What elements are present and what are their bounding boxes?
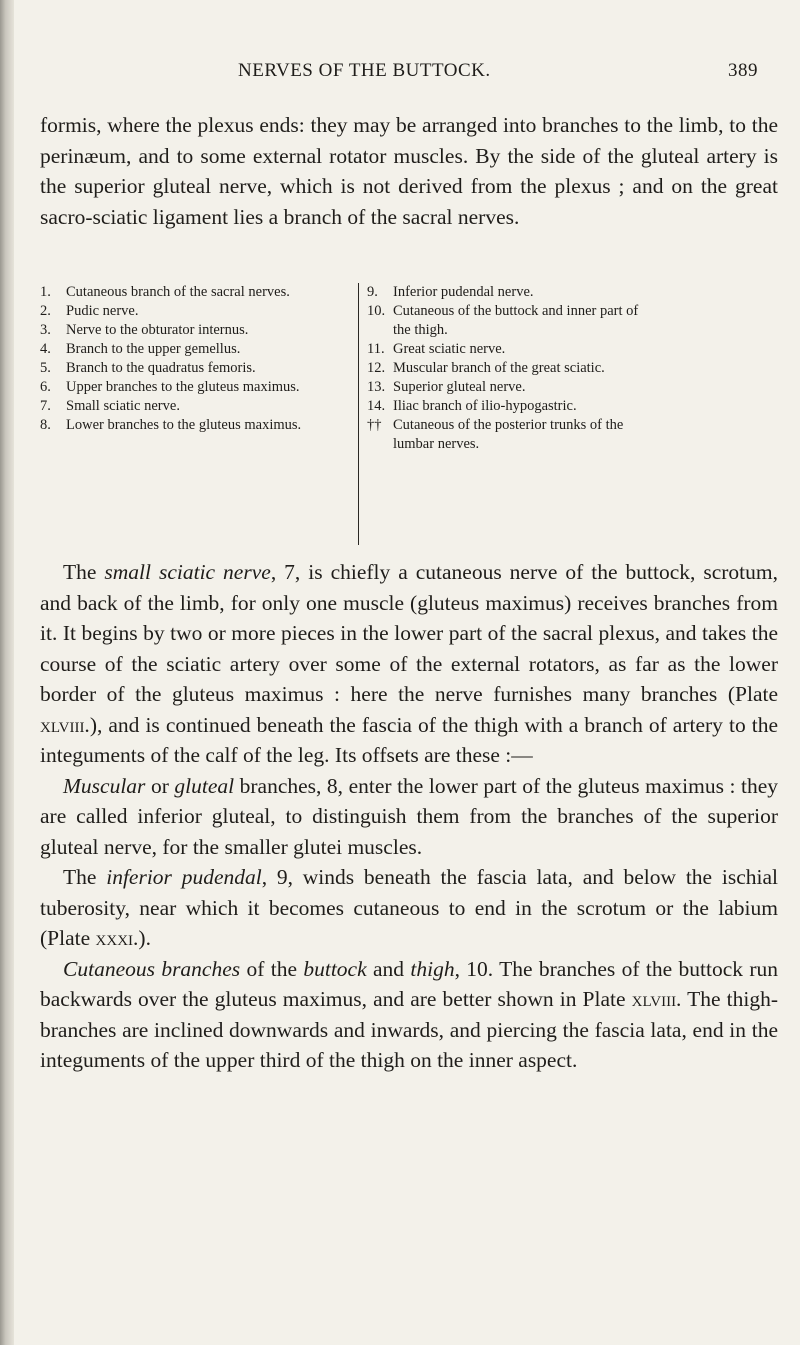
text-run: , 9, winds beneath the fascia lata, and below the ischial tuberosity, near which it becomes cutaneous to end in the scrotum or the labium (Plate: [40, 865, 778, 950]
legend-number: 6.: [40, 379, 51, 395]
plate-reference: xlviii.: [631, 987, 682, 1011]
legend-text: Nerve to the obturator internus.: [66, 322, 249, 338]
legend-text: Great sciatic nerve.: [393, 341, 506, 357]
legend-column-right: [358, 283, 658, 545]
legend-text: Lower branches to the gluteus maximus.: [66, 417, 302, 433]
text-run: ).: [138, 926, 151, 950]
text-run: , 7, is chiefly a cutaneous nerve of the buttock, scrotum, and back of the limb, for only one muscle (gluteus maximus) receives branches from it. It begins by two or more pieces in the lower part of the sacral plexus, and takes the course of the sciatic artery over some of the external rotators, as far as the lower border of the gluteus maximus : here the nerve furnishes many branches (Plate: [40, 560, 778, 706]
term-thigh: thigh: [410, 956, 455, 981]
legend-item: [40, 378, 333, 397]
legend-text: Muscular branch of the great sciatic.: [393, 360, 605, 376]
running-header: [40, 60, 780, 90]
legend-text: Cutaneous branch of the sacral nerves.: [66, 284, 290, 300]
legend-item: [367, 359, 658, 378]
legend-text: Branch to the upper gemellus.: [66, 341, 241, 357]
term-buttock: buttock: [303, 956, 367, 981]
legend-column-left: [40, 283, 333, 435]
text-run: The thigh-branches are inclined downwards and inwards, and piercing the fascia lata, end in the integuments of the upper third of the thigh on the inner aspect.: [40, 987, 778, 1072]
legend-item: [40, 340, 333, 359]
plate-reference: xlviii.: [40, 712, 90, 737]
legend-number: 12.: [367, 360, 386, 376]
legend-item: [40, 302, 333, 321]
legend-item: [367, 283, 658, 302]
legend-number: ††: [367, 417, 382, 433]
legend-text: Small sciatic nerve.: [66, 398, 180, 414]
legend-item: [40, 359, 333, 378]
legend-text: Cutaneous of the posterior trunks of the lumbar nerves.: [393, 417, 624, 452]
paragraph-small-sciatic: [40, 557, 778, 771]
legend-item: [40, 283, 333, 302]
legend-item: [367, 340, 658, 359]
body-text: [40, 557, 778, 1076]
term-inferior-pudendal: inferior pudendal: [106, 865, 262, 889]
text-run: of the: [240, 956, 304, 981]
legend-text: Iliac branch of ilio-hypogastric.: [393, 398, 577, 414]
legend-text: Pudic nerve.: [66, 303, 139, 319]
legend-text: Superior gluteal nerve.: [393, 379, 526, 395]
legend-item: [367, 397, 658, 416]
plate-reference: xxxi.: [95, 926, 139, 950]
legend-item: [367, 378, 658, 397]
legend-number: 1.: [40, 284, 51, 300]
text-run: branches, 8, enter the lower part of the gluteus maximus : they are called inferior gluteal, to distinguish them from the branches of the superior gluteal nerve, for the smaller glutei muscles.: [40, 773, 778, 859]
legend-number: 11.: [367, 341, 385, 357]
running-title: NERVES OF THE BUTTOCK.: [238, 60, 491, 81]
legend-number: 10.: [367, 303, 386, 319]
legend-text: Cutaneous of the buttock and inner part of the thigh.: [393, 303, 639, 338]
legend-number: 7.: [40, 398, 51, 414]
legend-text: Branch to the quadratus femoris.: [66, 360, 256, 376]
text-run: and: [366, 956, 411, 981]
legend-text: Inferior pudendal nerve.: [393, 284, 534, 300]
text-run: The: [63, 865, 107, 889]
paragraph-cutaneous-branches: [40, 954, 778, 1076]
text-run: or: [145, 773, 175, 798]
book-spine-shadow: [0, 0, 14, 1345]
term-gluteal: gluteal: [174, 773, 235, 798]
paragraph-muscular-branches: [40, 771, 778, 863]
legend-item: [367, 302, 658, 340]
legend-item: [40, 321, 333, 340]
legend-item: [367, 416, 658, 454]
intro-paragraph: formis, where the plexus ends: they may be arranged into branches to the limb, to the perinæum, and to some external rotator muscles. By the side of the gluteal artery is the superior gluteal nerve, which is not derived from the plexus ; and on the great sacro-sciatic ligament lies a branch of the sacral nerves.: [40, 113, 778, 229]
legend-number: 2.: [40, 303, 51, 319]
legend-number: 9.: [367, 284, 378, 300]
legend-number: 4.: [40, 341, 51, 357]
legend-text: Upper branches to the gluteus maximus.: [66, 379, 300, 395]
figure-legend: [40, 283, 780, 545]
legend-item: [40, 416, 333, 435]
legend-number: 5.: [40, 360, 51, 376]
term-small-sciatic-nerve: small sciatic nerve: [104, 560, 271, 584]
legend-item: [40, 397, 333, 416]
legend-number: 3.: [40, 322, 51, 338]
legend-number: 14.: [367, 398, 386, 414]
text-run: The: [63, 560, 105, 584]
term-cutaneous-branches: Cutaneous branches: [63, 956, 241, 981]
legend-number: 8.: [40, 417, 51, 433]
legend-number: 13.: [367, 379, 386, 395]
text-run: , 10. The branches of the buttock run backwards over the gluteus maximus, and are better shown in Plate: [40, 956, 778, 1011]
text-run: ), and is continued beneath the fascia of the thigh with a branch of artery to the integuments of the calf of the leg. Its offsets are these :—: [40, 712, 778, 767]
paragraph-inferior-pudendal: [40, 862, 778, 954]
page-number: 389: [728, 60, 758, 81]
term-muscular: Muscular: [63, 773, 146, 798]
